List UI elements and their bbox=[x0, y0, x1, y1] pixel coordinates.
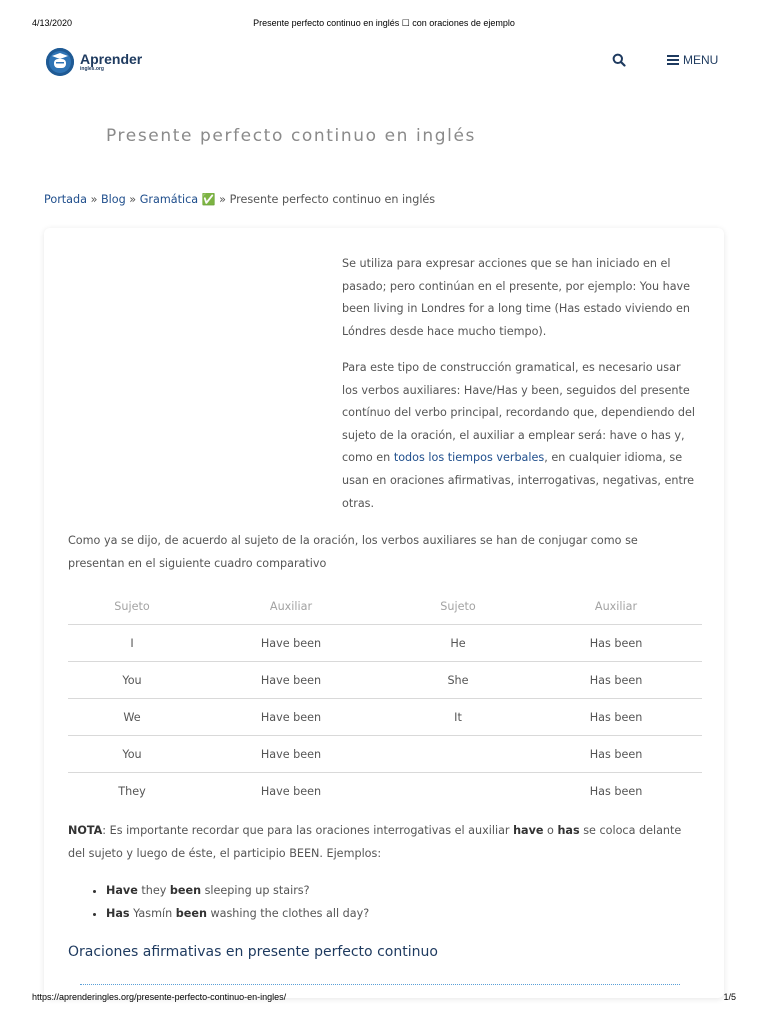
table-cell: You bbox=[68, 662, 196, 699]
breadcrumb-current: Presente perfecto continuo en inglés bbox=[229, 193, 436, 206]
breadcrumb-separator: » bbox=[219, 193, 226, 206]
conjugation-table bbox=[68, 588, 702, 809]
logo-main-text: Aprender bbox=[80, 51, 143, 67]
table-row bbox=[68, 773, 702, 810]
auxiliaries-paragraph bbox=[342, 357, 696, 515]
list-item bbox=[106, 903, 369, 926]
site-logo[interactable] bbox=[46, 48, 142, 76]
table-cell: Have been bbox=[196, 736, 386, 773]
table-header: Auxiliar bbox=[196, 588, 386, 625]
list-item bbox=[106, 880, 369, 903]
table-cell: I bbox=[68, 625, 196, 662]
table-cell: We bbox=[68, 699, 196, 736]
table-row bbox=[68, 662, 702, 699]
article-card bbox=[44, 228, 724, 998]
table-header: Sujeto bbox=[68, 588, 196, 625]
breadcrumb-category-link[interactable]: Gramática ✅ bbox=[139, 193, 216, 206]
table-header-row bbox=[68, 588, 702, 625]
breadcrumb-blog-link[interactable]: Blog bbox=[100, 193, 126, 206]
menu-button[interactable] bbox=[667, 53, 718, 67]
print-page-count: 1/5 bbox=[723, 992, 736, 1002]
table-cell: Has been bbox=[530, 736, 702, 773]
table-cell bbox=[386, 773, 530, 810]
print-doc-title: Presente perfecto continuo en inglés ☐ con oraciones de ejemplo bbox=[253, 18, 515, 28]
table-header: Sujeto bbox=[386, 588, 530, 625]
bold-term: has bbox=[557, 824, 580, 837]
table-cell: He bbox=[386, 625, 530, 662]
verb-tenses-link[interactable]: todos los tiempos verbales bbox=[393, 451, 545, 465]
menu-label: MENU bbox=[683, 53, 719, 67]
table-cell: Have been bbox=[260, 784, 322, 798]
table-intro-paragraph: Como ya se dijo, de acuerdo al sujeto de la oración, los verbos auxiliares se han de conjugar como se presentan en el siguiente cuadro comparativo bbox=[68, 534, 638, 570]
table-cell bbox=[386, 736, 530, 773]
intro-paragraph: Se utiliza para expresar acciones que se han iniciado en el pasado; pero continúan en el presente, por ejemplo: You have been living in Londres for a long time (Has estado viviendo en Lóndres desde hace mucho tiempo). bbox=[342, 257, 691, 338]
page-title: Presente perfecto continuo en inglés bbox=[106, 126, 476, 146]
print-date: 4/13/2020 bbox=[32, 18, 73, 28]
table-cell: Has been bbox=[530, 625, 702, 662]
section-divider bbox=[80, 984, 680, 985]
list-text: sleeping up stairs? bbox=[201, 884, 310, 897]
table-cell: Have been bbox=[196, 625, 386, 662]
table-cell: You bbox=[68, 736, 196, 773]
print-footer bbox=[0, 992, 768, 1006]
hamburger-icon bbox=[667, 53, 679, 67]
paragraph-text: o bbox=[543, 824, 558, 837]
note-paragraph bbox=[68, 820, 698, 865]
bold-term: been bbox=[175, 906, 207, 920]
paragraph-text: , en cualquier idioma, se usan en oraciones afirmativas, interrogativas, negativas, entre otras. bbox=[342, 451, 695, 510]
breadcrumb-separator: » bbox=[90, 193, 98, 206]
table-row bbox=[68, 736, 702, 773]
table-cell: It bbox=[386, 699, 530, 736]
paragraph-text: se coloca delante del sujeto y luego de éste, el participio BEEN. Ejemplos: bbox=[68, 824, 682, 860]
print-url: https://aprenderingles.org/presente-perfecto-continuo-en-ingles/ bbox=[32, 992, 287, 1002]
table-cell: Has been bbox=[530, 662, 702, 699]
table-cell: Have been bbox=[196, 662, 386, 699]
search-icon[interactable] bbox=[612, 52, 628, 68]
site-header bbox=[0, 44, 768, 80]
table-cell: Has been bbox=[589, 784, 643, 798]
breadcrumb-separator: » bbox=[129, 193, 137, 206]
bold-term: have bbox=[513, 824, 544, 837]
example-list bbox=[68, 880, 369, 925]
table-cell: They bbox=[118, 784, 146, 798]
table-header: Auxiliar bbox=[530, 588, 702, 625]
bold-term: Have bbox=[106, 884, 138, 897]
section-heading: Oraciones afirmativas en presente perfecto continuo bbox=[68, 944, 438, 960]
breadcrumb bbox=[44, 193, 435, 206]
bold-term: been bbox=[169, 884, 202, 897]
print-header bbox=[0, 18, 768, 32]
table-cell: She bbox=[386, 662, 530, 699]
list-text: they bbox=[137, 884, 170, 897]
list-text: washing the clothes all day? bbox=[206, 906, 370, 920]
logo-icon bbox=[46, 48, 74, 76]
paragraph-text: : Es importante recordar que para las oraciones interrogativas el auxiliar bbox=[102, 824, 514, 837]
table-row bbox=[68, 625, 702, 662]
list-text: Yasmín bbox=[129, 906, 176, 920]
breadcrumb-home-link[interactable]: Portada bbox=[44, 193, 87, 206]
bold-term: Has bbox=[106, 906, 130, 920]
table-cell: Has been bbox=[530, 699, 702, 736]
table-row bbox=[68, 699, 702, 736]
note-label: NOTA bbox=[68, 824, 103, 837]
paragraph-text: Para este tipo de construcción gramatical, es necesario usar los verbos auxiliares: Have/Has y been, seguidos del presente contínuo del verbo principal, recordando que, dependiendo del sujeto de la oración, el auxiliar a emplear será: have o has y, como en bbox=[342, 361, 695, 465]
table-cell: Have been bbox=[196, 699, 386, 736]
logo-sub-text: ingles.org bbox=[80, 66, 104, 72]
